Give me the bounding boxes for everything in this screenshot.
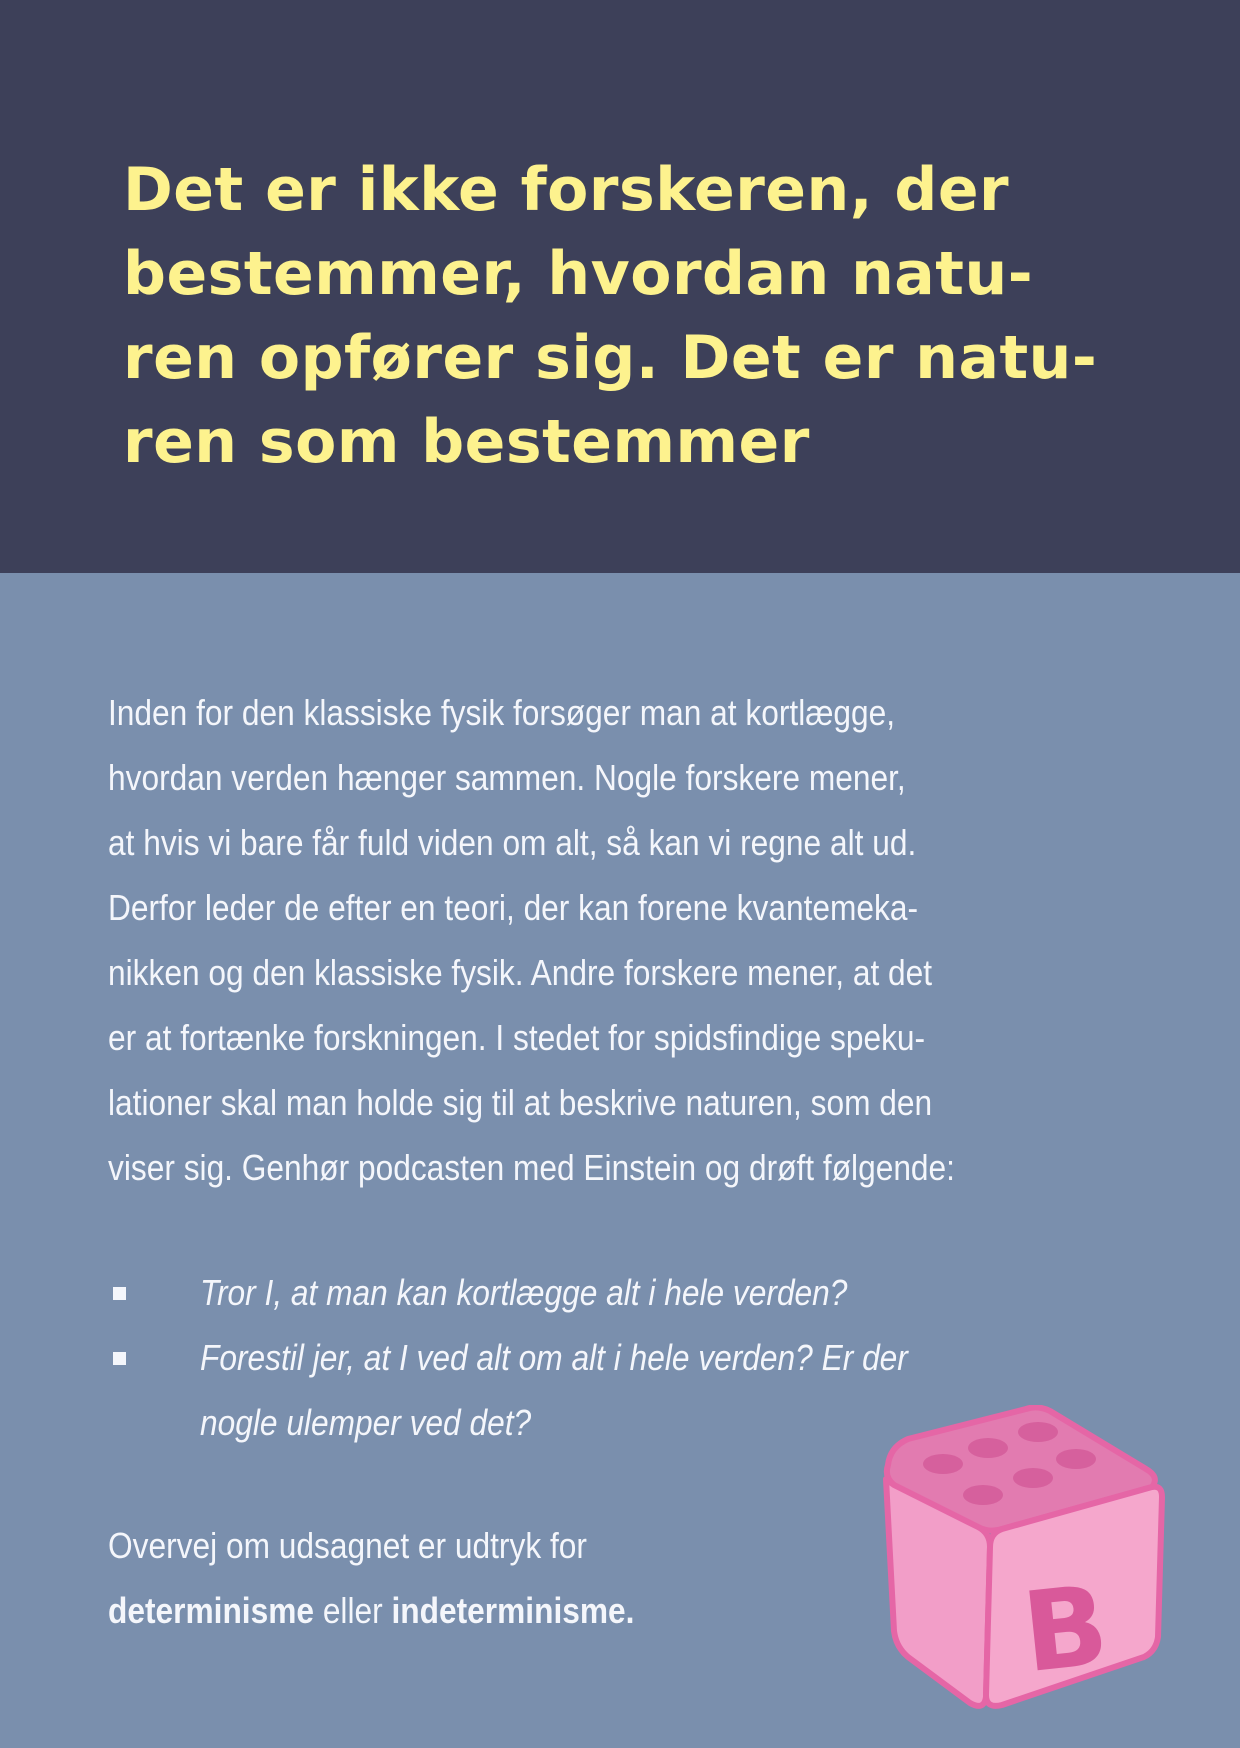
title-line: ren som bestemmer xyxy=(123,407,810,477)
dice-icon xyxy=(878,1405,1168,1715)
conclusion-connector: eller xyxy=(322,1590,383,1631)
question-line: Tror I, at man kan kortlægge alt i hele verden? xyxy=(200,1272,848,1313)
title-line: Det er ikke forskeren, der xyxy=(123,155,1010,225)
body-line: Inden for den klassiske fysik forsøger man at kortlægge, xyxy=(108,692,896,733)
title-line: bestemmer, hvordan natu- xyxy=(123,239,1034,309)
term-indeterminism: indeterminisme. xyxy=(391,1590,635,1631)
square-bullet-icon xyxy=(113,1287,126,1300)
header-band xyxy=(0,0,1240,573)
body-line: Derfor leder de efter en teori, der kan forene kvantemeka- xyxy=(108,887,919,928)
question-item xyxy=(108,1260,1208,1325)
term-determinism: determinisme xyxy=(108,1590,315,1631)
square-bullet-icon xyxy=(113,1352,126,1365)
body-line: viser sig. Genhør podcasten med Einstein og drøft følgende: xyxy=(108,1147,955,1188)
title-line: ren opfører sig. Det er natu- xyxy=(123,323,1098,393)
conclusion-terms xyxy=(108,1578,830,1643)
die-letter: B xyxy=(1016,1561,1114,1698)
body-line: at hvis vi bare får fuld viden om alt, så kan vi regne alt ud. xyxy=(108,822,917,863)
body-paragraph xyxy=(108,680,1023,1200)
body-line: hvordan verden hænger sammen. Nogle forskere mener, xyxy=(108,757,906,798)
conclusion-text xyxy=(108,1513,830,1643)
body-line: nikken og den klassiske fysik. Andre forskere mener, at det xyxy=(108,952,933,993)
question-text xyxy=(200,1260,1087,1325)
body-line: lationer skal man holde sig til at beskrive naturen, som den xyxy=(108,1082,933,1123)
body-line: er at fortænke forskningen. I stedet for spidsfindige speku- xyxy=(108,1017,926,1058)
question-line: Forestil jer, at I ved alt om alt i hele verden? Er der xyxy=(200,1337,908,1378)
conclusion-line: Overvej om udsagnet er udtryk for xyxy=(108,1525,587,1566)
page-title xyxy=(123,148,1153,484)
question-line: nogle ulemper ved det? xyxy=(200,1402,532,1443)
